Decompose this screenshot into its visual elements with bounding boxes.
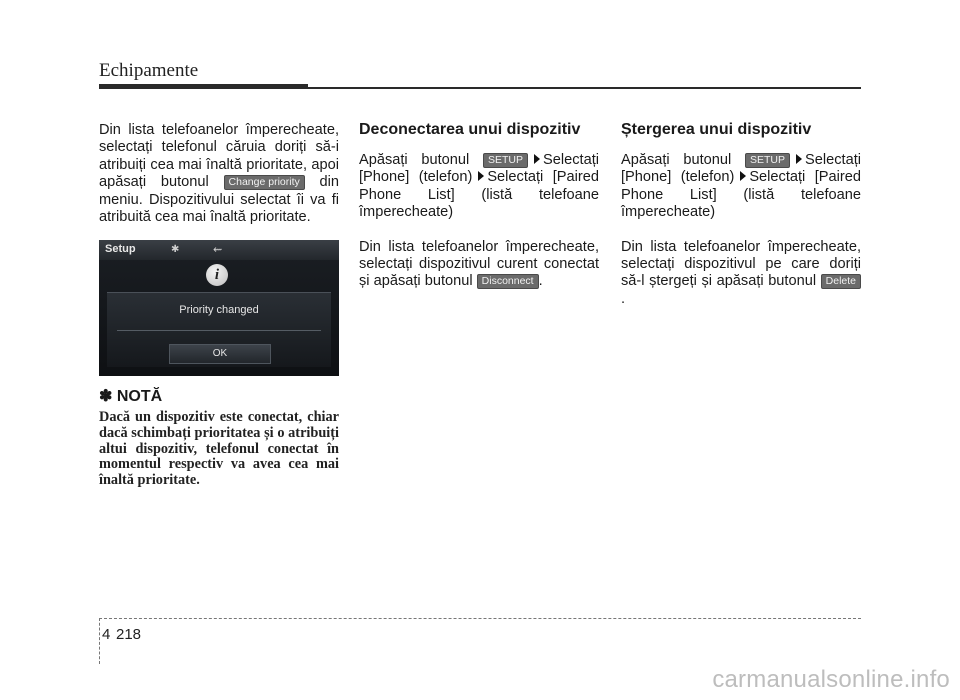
- screen-ok-button: OK: [169, 344, 271, 364]
- priority-text-after: din meniu. Dispozitivului selectat îi va fi atribuită cea mai înaltă prioritate.: [99, 174, 340, 226]
- period: .: [538, 273, 543, 290]
- delete-text: Din lista telefoanelor împerecheate, selectați dispozitivul pe care doriți să-l ștergeți și apăsați butonul: [621, 238, 861, 290]
- column-middle: [359, 122, 599, 291]
- change-priority-button-label: Change priority: [224, 175, 305, 190]
- column-left: [99, 122, 339, 488]
- column-right: [621, 122, 861, 308]
- arrow-right-icon: [478, 171, 484, 181]
- delete-heading: Ștergerea unui dispozitiv: [621, 121, 812, 138]
- step-press-text: Apăsați butonul: [359, 152, 470, 168]
- footer-rule: [99, 618, 861, 619]
- disconnect-button-label: Disconnect: [477, 274, 539, 289]
- priority-paragraph: [99, 122, 339, 226]
- step-phone-text: Selectați [Phone] (telefon): [359, 152, 599, 186]
- arrow-right-icon: [534, 154, 540, 164]
- note-body: Dacă un dispozitiv este conectat, chiar dacă schimbați prioritatea și o atribuiți altui dispozitiv, telefonul conectat în momentul respectiv va avea cea mai înaltă prioritate.: [99, 409, 339, 488]
- bluetooth-icon: ✱: [171, 244, 180, 256]
- disconnect-instruction: [359, 239, 599, 291]
- disconnect-steps: [359, 152, 599, 222]
- usb-icon: ⇜: [213, 244, 223, 257]
- header-rule: [99, 87, 861, 89]
- page-number: 218: [116, 626, 142, 643]
- setup-button-label: SETUP: [483, 153, 528, 168]
- arrow-right-icon: [740, 171, 746, 181]
- chapter-number: 4: [102, 626, 111, 643]
- screen-title: Setup: [105, 243, 136, 256]
- note-title: ✽ NOTĂ: [99, 388, 163, 406]
- disconnect-text: Din lista telefoanelor împerecheate, selectați dispozitivul curent conectat și apăsați butonul: [359, 238, 599, 290]
- step-phone-text: Selectați [Phone] (telefon): [621, 152, 861, 186]
- step-paired-list-text: Selectați [Paired Phone List] (listă telefoane împerecheate): [359, 169, 599, 221]
- disconnect-heading: Deconectarea unui dispozitiv: [359, 121, 581, 138]
- priority-text-before: Din lista telefoanelor împerecheate, selectați telefonul căruia doriți să-i atribuiți cea mai înaltă prioritate, apoi apăsați butonul: [99, 122, 339, 191]
- step-press-text: Apăsați butonul: [621, 152, 732, 168]
- arrow-right-icon: [796, 154, 802, 164]
- watermark: carmanualsonline.info: [712, 666, 950, 693]
- delete-button-label: Delete: [821, 274, 861, 289]
- delete-instruction: [621, 239, 861, 309]
- screen-divider: [117, 330, 321, 331]
- section-title: Echipamente: [99, 60, 199, 81]
- footer-vertical-rule: [99, 618, 100, 664]
- delete-steps: [621, 152, 861, 222]
- priority-changed-screenshot: [99, 240, 339, 376]
- period: .: [621, 290, 626, 307]
- screen-message: Priority changed: [179, 304, 259, 317]
- setup-button-label: SETUP: [745, 153, 790, 168]
- info-icon: i: [206, 264, 228, 286]
- step-paired-list-text: Selectați [Paired Phone List] (listă telefoane împerecheate): [621, 169, 861, 221]
